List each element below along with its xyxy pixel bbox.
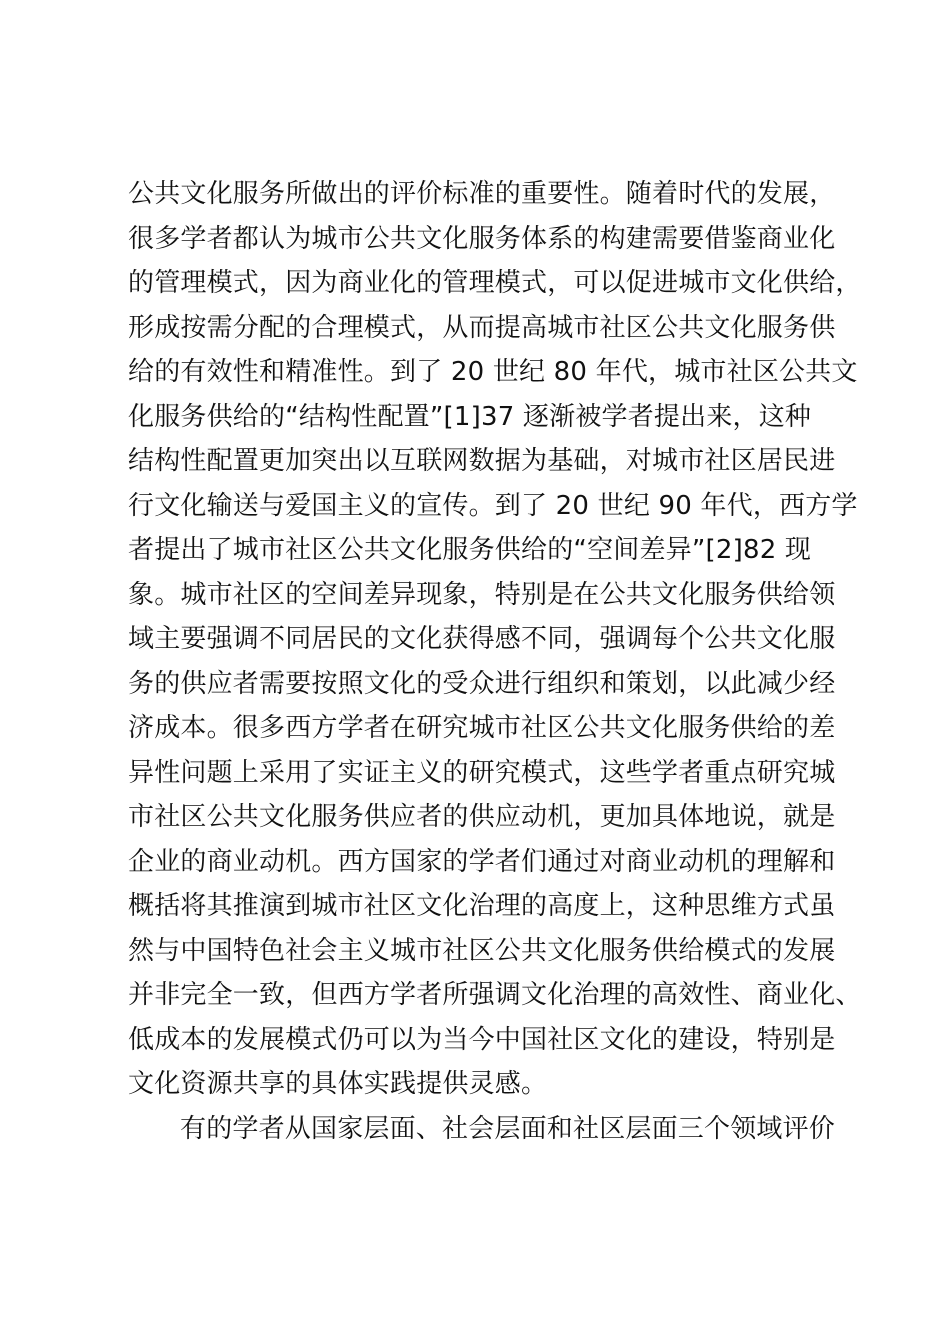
text-line: 给的有效性和精准性。到了 20 世纪 80 年代，城市社区公共文 xyxy=(128,357,858,387)
text-line: 者提出了城市社区公共文化服务供给的“空间差异”[2]82 现 xyxy=(128,535,812,565)
body-text xyxy=(128,172,868,1151)
text-line-indented: 有的学者从国家层面、社会层面和社区层面三个领域评价 xyxy=(180,1113,836,1144)
text-line: 文化资源共享的具体实践提供灵感。 xyxy=(128,1069,548,1099)
text-line: 概括将其推演到城市社区文化治理的高度上，这种思维方式虽 xyxy=(128,891,836,921)
text-line: 然与中国特色社会主义城市社区公共文化服务供给模式的发展 xyxy=(128,935,836,966)
text-line: 域主要强调不同居民的文化获得感不同，强调每个公共文化服 xyxy=(128,624,836,654)
text-line: 企业的商业动机。西方国家的学者们通过对商业动机的理解和 xyxy=(128,846,836,877)
text-line: 象。城市社区的空间差异现象，特别是在公共文化服务供给领 xyxy=(128,579,836,610)
text-line: 很多学者都认为城市公共文化服务体系的构建需要借鉴商业化 xyxy=(128,223,836,254)
text-line: 低成本的发展模式仍可以为当今中国社区文化的建设，特别是 xyxy=(128,1024,836,1055)
text-line: 化服务供给的“结构性配置”[1]37 逐渐被学者提出来，这种 xyxy=(128,401,812,432)
text-line: 务的供应者需要按照文化的受众进行组织和策划，以此减少经 xyxy=(128,668,836,699)
text-line: 形成按需分配的合理模式，从而提高城市社区公共文化服务供 xyxy=(128,312,836,343)
text-line: 济成本。很多西方学者在研究城市社区公共文化服务供给的差 xyxy=(128,713,836,743)
text-line: 异性问题上采用了实证主义的研究模式，这些学者重点研究城 xyxy=(128,757,836,788)
text-line: 公共文化服务所做出的评价标准的重要性。随着时代的发展， xyxy=(128,179,836,209)
text-line: 结构性配置更加突出以互联网数据为基础，对城市社区居民进 xyxy=(128,446,836,476)
text-line: 市社区公共文化服务供应者的供应动机，更加具体地说，就是 xyxy=(128,802,836,832)
text-line: 行文化输送与爱国主义的宣传。到了 20 世纪 90 年代，西方学 xyxy=(128,490,858,521)
text-line: 的管理模式，因为商业化的管理模式，可以促进城市文化供给， xyxy=(128,268,862,298)
text-line: 并非完全一致，但西方学者所强调文化治理的高效性、商业化、 xyxy=(128,980,862,1010)
